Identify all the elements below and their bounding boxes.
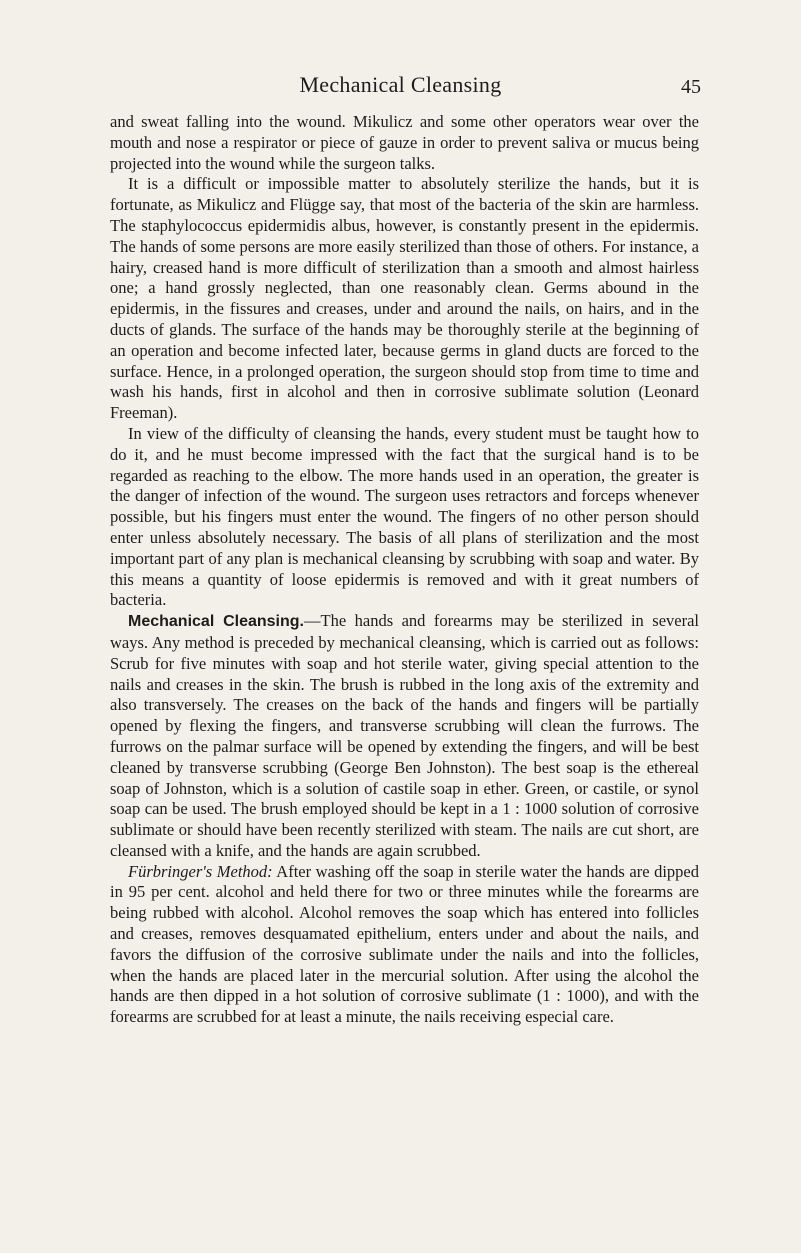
paragraph-text: In view of the difficulty of cleansing the hands, every student must be taught how to do it, and he must become impressed with the fact that the surgical hand is to be regarded as reaching to the elbow. The more hands used in an operation, the greater is the danger of infection of the wound. The surgeon uses retractors and forceps whenever possible, but his fingers must enter the wound. The fingers of no other person should enter unless absolutely necessary. The basis of all plans of sterilization and the most important part of any plan is mechanical cleansing by scrubbing with soap and water. By this means a quantity of loose epidermis is removed and with it great numbers of bacteria. [110,423,699,610]
paragraph-difficulty-cleansing [110,424,699,611]
paragraph-text: After washing off the soap in sterile water the hands are dipped in 95 per cent. alcohol and held there for two or three minutes while the forearms are being rubbed with alcohol. Alcohol removes the soap which has entered into follicles and creases, removes desquamated epithelium, enters under and about the nails, and favors the diffusion of the corrosive sublimate under the nails and into the follicles, when the hands are placed later in the mercurial solution. After using the alcohol the hands are then dipped in a hot solution of corrosive sublimate (1 : 1000), and with the forearms are scrubbed for at least a minute, the nails receiving especial care. [110,861,699,1027]
running-title: Mechanical Cleansing [299,72,502,97]
paragraph-continuation [110,112,699,174]
paragraph-furbringer-method [110,862,699,1028]
section-heading: Mechanical Cleansing. [128,613,304,631]
paragraph-text: and sweat falling into the wound. Mikulicz and some other operators wear over the mouth and nose a respirator or piece of gauze in order to prevent saliva or mucus being projected into the wound while the surgeon talks. [110,112,699,173]
paragraph-text: —The hands and forearms may be sterilized in several ways. Any method is preceded by mechanical cleansing, which is carried out as follows: Scrub for five minutes with soap and hot sterile water, giving special attention to the nails and creases in the skin. The brush is rubbed in the long axis of the extremity and also transversely. The creases on the back of the hands and fingers will be partially opened by flexing the fingers, and transverse scrubbing will clean the furrows. The furrows on the palmar surface will be opened by extending the fingers, and will be best cleaned by transverse scrubbing (George Ben Johnston). The best soap is the ethereal soap of Johnston, which is a solution of castile soap in ether. Green, or castile, or synol soap can be used. The brush employed should be kept in a 1 : 1000 solution of corrosive sublimate or should have been recently sterilized with steam. The nails are cut short, are cleansed with a knife, and the hands are again scrubbed. [110,611,700,860]
page-number: 45 [681,76,701,98]
method-heading: Fürbringer's Method: [128,861,273,881]
body-text [110,112,699,1028]
paragraph-sterilizing-hands [110,174,699,424]
paragraph-mechanical-cleansing [110,611,699,862]
paragraph-text: It is a difficult or impossible matter to absolutely sterilize the hands, but it is fortunate, as Mikulicz and Flügge say, that most of the bacteria of the skin are harmless. The staphylococcus epidermidis albus, however, is constantly present in the epidermis. The hands of some persons are more easily sterilized than those of others. For instance, a hairy, creased hand is more difficult of sterilization than a smooth and almost hairless one; a hand grossly neglected, than one reasonably clean. Germs abound in the epidermis, in the fissures and creases, under and around the nails, on hairs, and in the ducts of glands. The surface of the hands may be thoroughly sterile at the beginning of an operation and become infected later, because germs in gland ducts are forced to the surface. Hence, in a prolonged operation, the surgeon should stop from time to time and wash his hands, first in alcohol and then in corrosive sublimate solution (Leonard Freeman). [110,174,699,423]
